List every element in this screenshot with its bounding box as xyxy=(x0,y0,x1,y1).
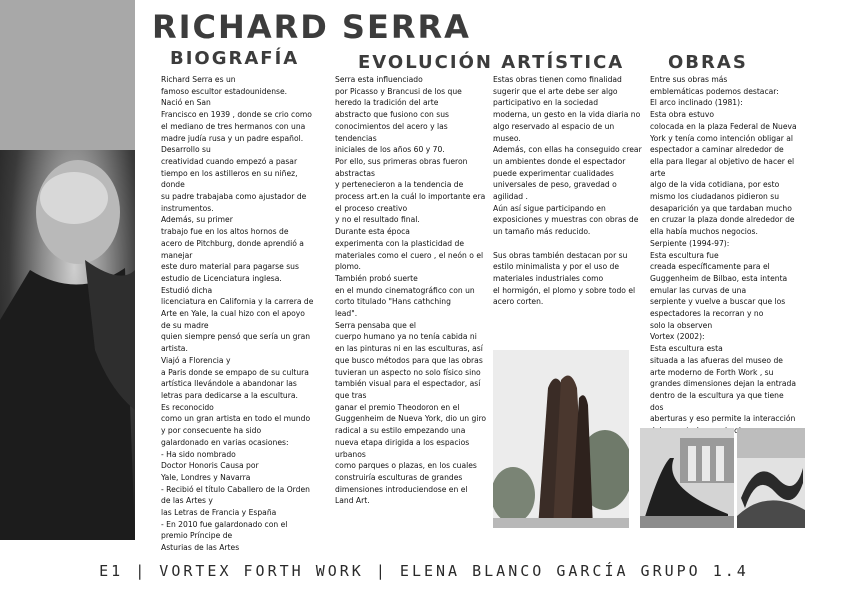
artist-portrait-photo xyxy=(0,150,135,540)
page-title: RICHARD SERRA xyxy=(152,8,471,46)
obras-text: Entre sus obras más emblemáticas podemos destacar: El arco inclinado (1981): Esta obra estuvo colocada en la plaza Federal de Nueva York y tenía como intención obligar al espectador a caminar alrededor de ella para llegar al objetivo de hacer el arte algo de la vida cotidiana, por esto mismo los ciudadanos pidieron su desaparición ya que tardaban mucho en cruzar la plaza donde alrededor de ella había muchos negocios. Serpiente (1994-97): Esta escultura fue creada específicamente para el Guggenheim de Bilbao, esta intenta emular las curvas de una serpiente y vuelve a buscar que los espectadores la recorran y no solo la observen Vortex (2002): Esta escultura esta situada a las afueras del museo de arte moderno de Forth Work , su grandes dimensiones dejan la entrada dentro de la escultura ya que tiene dos aberturas y eso permite la interacción xyxy=(650,75,797,424)
page-footer: E1 | VORTEX FORTH WORK | ELENA BLANCO GARCÍA GRUPO 1.4 xyxy=(99,562,749,580)
serpent-sculpture-drawing xyxy=(737,428,805,528)
evolucion-text-right: Estas obras tienen como finalidad sugerir que el arte debe ser algo participativo en la sociedad moderna, un gesto en la vida diaria no algo reservado al espacio de un museo. Además, con ellas ha conseguido crear un ambientes donde el espectador puede experimentar cualidades universales de peso, gravedad o agilidad . Aún así sigue participando en exposiciones y muestras con obras de un tamaño más reducido. Sus obras también destacan por su estilo minimalista y por el uso de materiales industriales como el hormigón, el plomo y sobre todo el acero corten. xyxy=(493,75,642,307)
serpent-sculpture-photo xyxy=(737,428,805,528)
tilted-arc-drawing xyxy=(640,428,734,528)
tilted-arc-photo xyxy=(640,428,734,528)
biografia-text: Richard Serra es un famoso escultor estadounidense. Nació en San Francisco en 1939 , donde se crio como el mediano de tres hermanos con una madre judía rusa y un padre español. Desarrollo su creatividad cuando empezó a pasar tiempo en los astilleros en su niñez, donde su padre trabajaba como ajustador de instrumentos. Además, su primer trabajo fue en los altos hornos de acero de Pitchburg, donde aprendió a manejar este duro material para pagarse sus estudio de Licenciatura inglesa. Estudió dicha licenciatura en California y la carrera de Arte en Yale, la cual hizo con el apoyo de su madre quien siempre pensó que sería un gran artista. Viajó a Florencia y a Paris donde se empapo de su cultura artística llevándole a abandonar las letras para dedicarse a la escultura. Es reconocido como un gran artista en todo el mundo y por consecuente ha sido galardonado en varias ocasiones: - Ha sido nombrado Doctor Honoris Causa por Yale, Londres y Navarra - Recibió el título Caballero de la Orden de las Artes y las Letras de Francia y España - En 2010 fue galardonado con el premio Príncipe de Asturias de las Artes xyxy=(161,75,314,553)
biografia-heading: BIOGRAFÍA xyxy=(170,48,300,69)
evolucion-text-left: Serra esta influenciado por Picasso y Brancusi de los que heredo la tradición del arte abstracto que fusiono con sus conocimientos del acero y las tendencias iniciales de los años 60 y 70. Por ello, sus primeras obras fueron abstractas y pertenecieron a la tendencia de process art.en la cuál lo importante era el proceso creativo y no el resultado final. Durante esta época experimenta con la plasticidad de materiales como el cuero , el neón o el plomo. También probó suerte en el mundo cinematográfico con un corto titulado "Hans cathching lead". Serra pensaba que el cuerpo humano ya no tenía cabida ni en las pinturas ni en las esculturas, así que busco métodos para que las obras tuvieran un aspecto no solo físico sino también visual para el espectador, así que tras ganar el premio Theodoron en el Guggenheim de Nueva York, dio un giro radical a su estilo empezando una nueva etapa dirigida a los espacios urbanos como parques o plazas, en los cuales construiría esculturas de grandes dimensiones introduciendose en el Land Art. xyxy=(335,75,487,506)
tall-sculpture-drawing xyxy=(493,350,629,528)
portrait-silhouette xyxy=(0,150,135,540)
obras-heading: OBRAS xyxy=(668,52,748,73)
sculpture-photo-tall xyxy=(493,350,629,528)
evolucion-heading: EVOLUCIÓN ARTÍSTICA xyxy=(358,52,625,73)
